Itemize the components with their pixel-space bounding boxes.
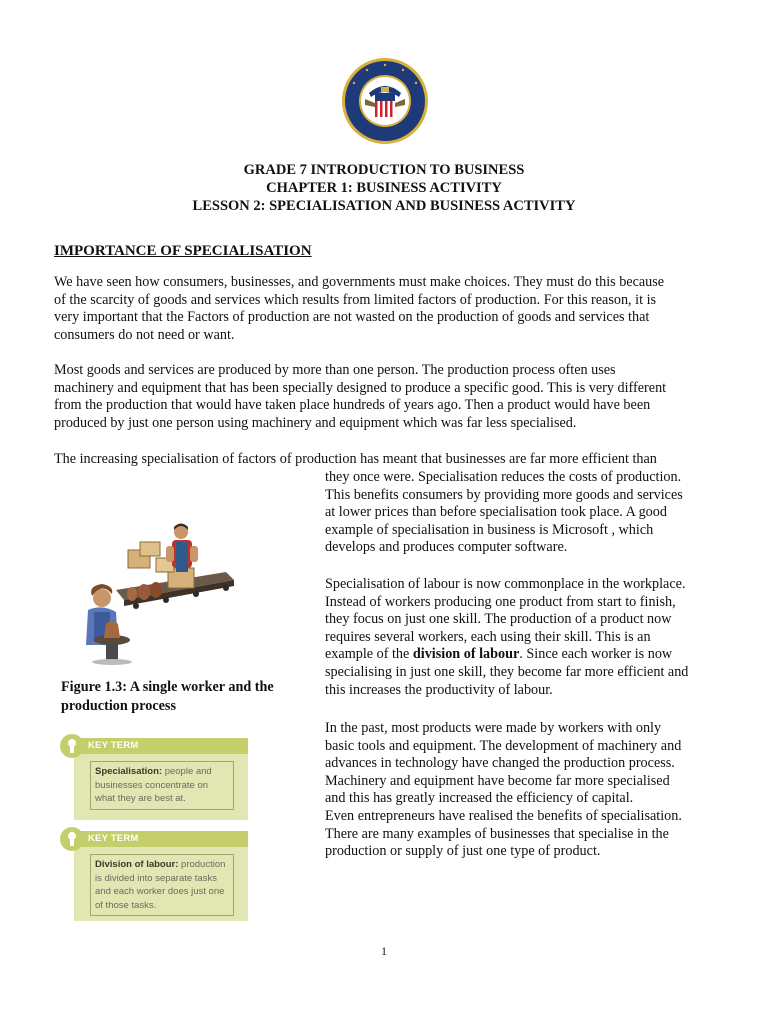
- key-term-bar: [72, 831, 248, 847]
- text-line: develops and produces computer software.: [325, 539, 568, 556]
- text-line: There are many examples of businesses that specialise in the: [325, 825, 669, 842]
- text-line: at lower prices than before specialisation took place. A good: [325, 504, 667, 521]
- figure-caption: [61, 678, 301, 715]
- text-line: produced by just one person using machinery and equipment which was far less specialised.: [54, 414, 577, 431]
- key-term-body: [74, 847, 248, 921]
- key-icon: [60, 827, 84, 851]
- text-line: specialising in just one skill, they become far more efficient and: [325, 663, 689, 680]
- text-line: of the scarcity of goods and services which results from limited factors of production. For this reason, it is: [54, 291, 657, 308]
- lesson-title: LESSON 2: SPECIALISATION AND BUSINESS ACTIVITY: [192, 198, 576, 214]
- key-term-division-of-labour: [60, 827, 248, 923]
- text-line: [325, 646, 720, 664]
- key-term-name: Specialisation:: [95, 766, 163, 777]
- text-line: Machinery and equipment have become far more specialised: [325, 772, 670, 789]
- key-icon: [60, 734, 84, 758]
- text-line: from the production that would have taken place hundreds of years ago. Then a product would have been: [54, 397, 651, 414]
- paragraph-2: [54, 362, 716, 432]
- text-line: this increases the productivity of labour.: [325, 681, 553, 698]
- text-line: example of specialisation in business is Microsoft , which: [325, 521, 654, 538]
- paragraph-3-first-line: The increasing specialisation of factors of production has meant that businesses are far more efficient than: [54, 451, 657, 467]
- caption-line: Figure 1.3: A single worker and the: [61, 679, 274, 695]
- text-line: advances in technology have changed the production process.: [325, 755, 675, 772]
- text-line: very important that the Factors of production are not wasted on the production of goods and services that: [54, 309, 650, 326]
- text-line: consumers do not need or want.: [54, 326, 235, 343]
- caption-line: production process: [61, 697, 176, 714]
- text-line: requires several workers, each using their skill. This is an: [325, 628, 651, 645]
- text-line: and this has greatly increased the efficiency of capital.: [325, 790, 634, 807]
- key-term-text: people and businesses concentrate on what they are best at.: [95, 766, 212, 804]
- section-title: IMPORTANCE OF SPECIALISATION: [54, 243, 312, 259]
- text-line: We have seen how consumers, businesses, and governments must make choices. They must do this because: [54, 274, 665, 290]
- text-line: machinery and equipment that has been specially designed to produce a specific good. This is very different: [54, 379, 667, 396]
- key-term-bar: [72, 738, 248, 754]
- production-illustration: [76, 520, 256, 665]
- key-term-text: production is divided into separate tasks and each worker does just one of those tasks.: [95, 859, 226, 911]
- paragraph-5: [325, 720, 720, 861]
- text-span: example of the: [325, 646, 413, 663]
- text-line: production or supply of just one type of product.: [325, 843, 601, 860]
- division-of-labour-term: division of labour: [412, 646, 520, 663]
- text-line: they focus on just one skill. The production of a product now: [325, 611, 672, 628]
- text-line: they once were. Specialisation reduces the costs of production.: [325, 469, 682, 485]
- paragraph-3-continued: [325, 469, 720, 557]
- key-term-definition: [90, 761, 234, 810]
- key-term-badge: KEY TERM: [88, 740, 139, 751]
- text-line: This benefits consumers by providing more goods and services: [325, 486, 683, 503]
- key-term-body: [74, 754, 248, 820]
- text-line: Even entrepreneurs have realised the benefits of specialisation.: [325, 807, 682, 824]
- text-line: Instead of workers producing one product from start to finish,: [325, 593, 676, 610]
- text-line: In the past, most products were made by workers with only: [325, 720, 662, 736]
- page-number: 1: [381, 944, 387, 958]
- key-term-badge: KEY TERM: [88, 833, 139, 844]
- text-span: . Since each worker is now: [519, 646, 673, 663]
- course-title: GRADE 7 INTRODUCTION TO BUSINESS: [243, 162, 525, 178]
- paragraph-1: [54, 274, 716, 344]
- paragraph-4: [325, 576, 720, 699]
- key-term-definition: [90, 854, 234, 916]
- school-logo: [341, 57, 429, 145]
- text-line: Specialisation of labour is now commonplace in the workplace.: [325, 576, 686, 592]
- key-term-specialisation: [60, 734, 248, 822]
- chapter-title: CHAPTER 1: BUSINESS ACTIVITY: [266, 180, 502, 196]
- text-line: basic tools and equipment. The development of machinery and: [325, 737, 682, 754]
- text-line: Most goods and services are produced by more than one person. The production process often uses: [54, 362, 616, 378]
- key-term-name: Division of labour:: [95, 859, 179, 870]
